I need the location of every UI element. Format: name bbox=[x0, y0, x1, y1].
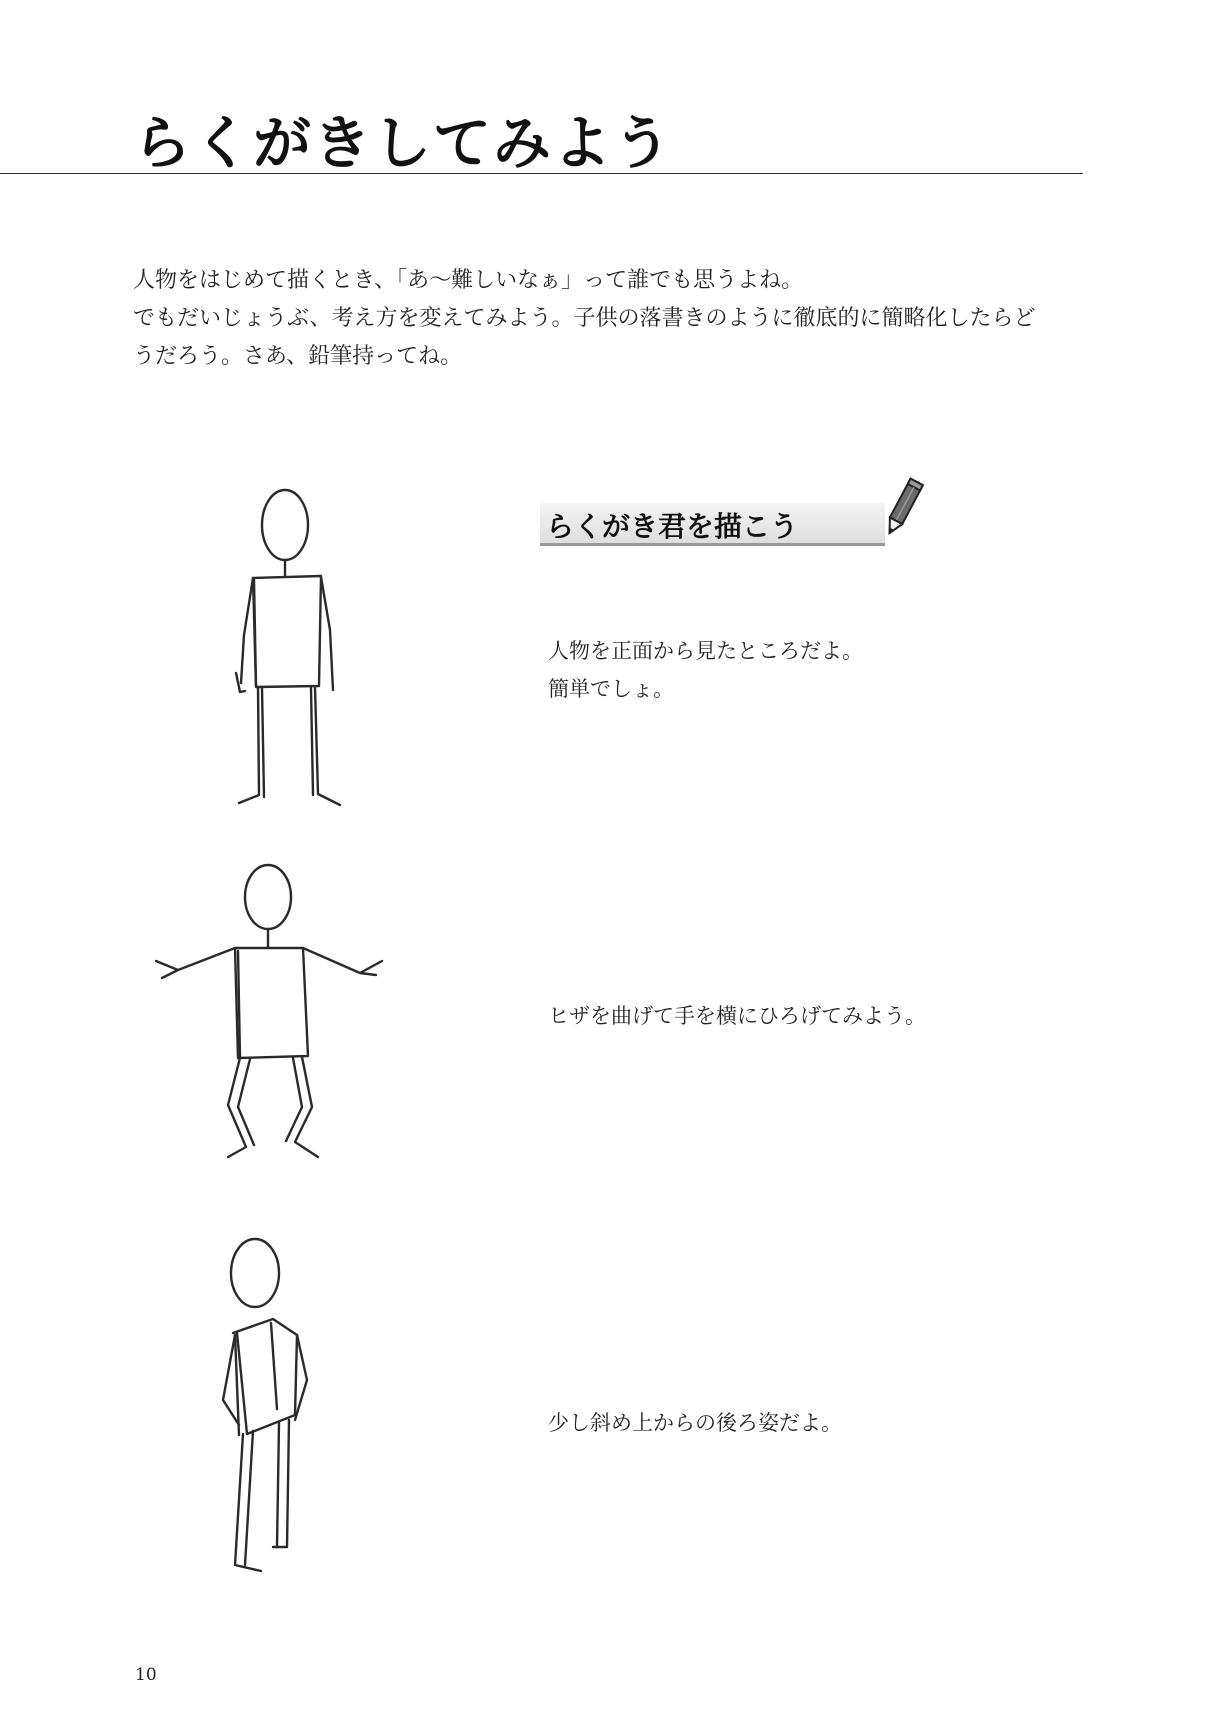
page-title: らくがきしてみよう bbox=[133, 109, 674, 177]
figure-left-arm bbox=[156, 948, 235, 970]
figure-left-arm bbox=[241, 578, 253, 683]
figure-right-arm bbox=[303, 948, 382, 973]
section-heading: らくがき君を描こう bbox=[546, 510, 799, 543]
figure-front-view bbox=[225, 485, 355, 815]
page-number: 10 bbox=[135, 1665, 157, 1685]
title-divider bbox=[0, 173, 1083, 174]
pencil-icon bbox=[880, 475, 928, 541]
intro-line: でもだいじょうぶ、考え方を変えてみよう。子供の落書きのように徹底的に簡略化したらど bbox=[133, 306, 1036, 331]
caption-back-view bbox=[548, 1404, 842, 1442]
figure-head bbox=[262, 490, 308, 560]
figure-right-leg bbox=[315, 687, 340, 805]
figure-torso bbox=[233, 1319, 297, 1434]
caption-front-view bbox=[548, 632, 863, 708]
intro-line: うだろう。さあ、鉛筆持ってね。 bbox=[133, 344, 463, 369]
figure-right-leg bbox=[295, 1057, 318, 1157]
figure-head bbox=[245, 865, 291, 929]
caption-line: 少し斜め上からの後ろ姿だよ。 bbox=[548, 1411, 842, 1435]
figure-head bbox=[231, 1239, 279, 1307]
figure-left-leg bbox=[239, 687, 259, 803]
figure-arms-spread bbox=[150, 855, 435, 1175]
figure-right-leg bbox=[273, 1420, 289, 1547]
figure-torso bbox=[235, 948, 308, 1058]
figure-torso bbox=[253, 576, 321, 687]
section-heading-banner bbox=[540, 475, 925, 555]
caption-line: 簡単でしょ。 bbox=[548, 677, 674, 701]
figure-right-arm bbox=[321, 577, 333, 690]
intro-line: 人物をはじめて描くとき、「あ〜難しいなぁ」って誰でも思うよね。 bbox=[133, 268, 804, 293]
figure-back-view bbox=[215, 1235, 345, 1580]
caption-arms-spread bbox=[548, 997, 926, 1035]
caption-line: ヒザを曲げて手を横にひろげてみよう。 bbox=[548, 1004, 926, 1028]
caption-line: 人物を正面から見たところだよ。 bbox=[548, 639, 863, 663]
intro-paragraph bbox=[133, 262, 1093, 376]
